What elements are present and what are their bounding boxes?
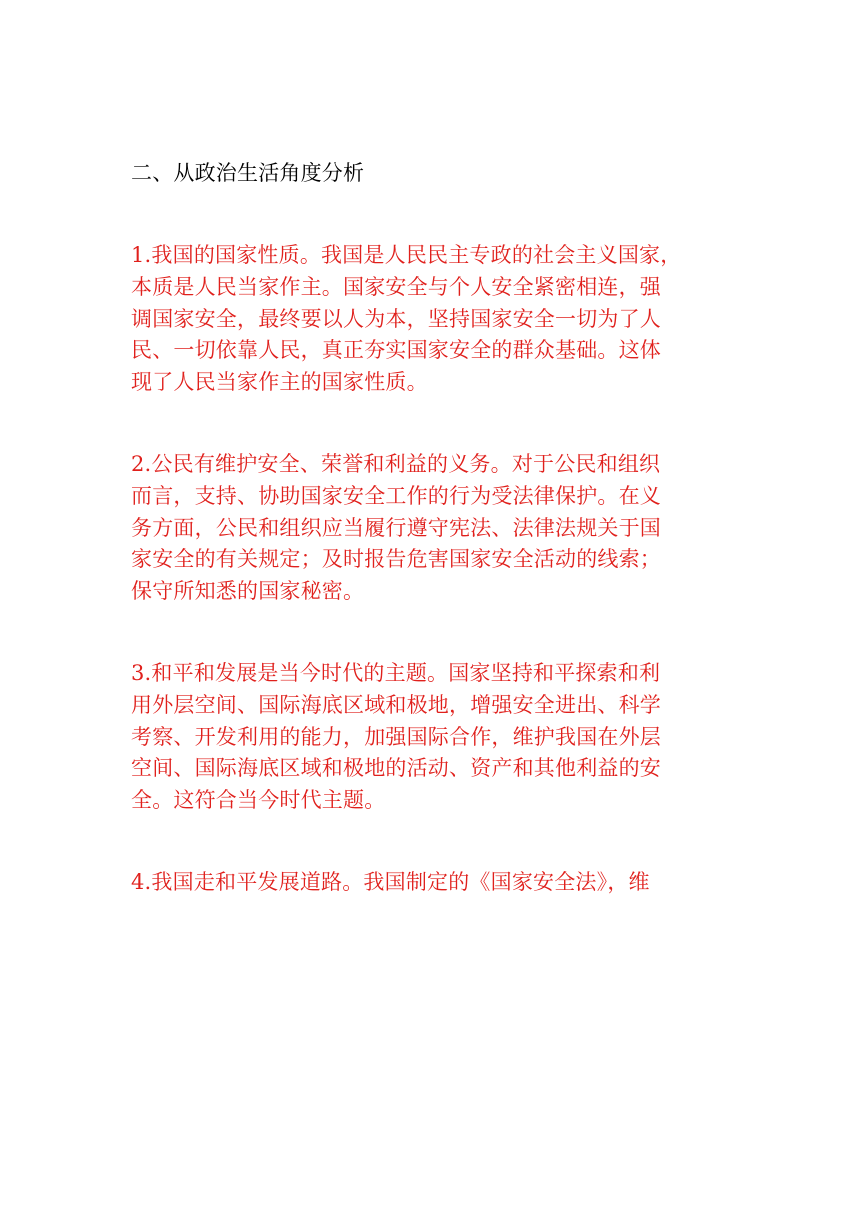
paragraph-1 xyxy=(131,240,731,399)
paragraph-line: 保守所知悉的国家秘密。 xyxy=(131,579,365,604)
document-page xyxy=(131,158,731,949)
paragraph-line: 4.我国走和平发展道路。我国制定的《国家安全法》，维 xyxy=(131,869,650,894)
paragraph-line: 3.和平和发展是当今时代的主题。国家坚持和平探索和利 xyxy=(131,660,661,685)
paragraph-line: 家安全的有关规定；及时报告危害国家安全活动的线索； xyxy=(131,547,661,572)
paragraph-4 xyxy=(131,867,731,899)
paragraph-2 xyxy=(131,449,731,608)
section-heading: 二、从政治生活角度分析 xyxy=(131,161,365,185)
paragraph-line: 考察、开发利用的能力，加强国际合作，维护我国在外层 xyxy=(131,724,661,749)
paragraph-line: 1.我国的国家性质。我国是人民民主专政的社会主义国家， xyxy=(131,243,682,267)
paragraph-line: 2.公民有维护安全、荣誉和利益的义务。对于公民和组织 xyxy=(131,451,661,476)
paragraph-line: 全。这符合当今时代主题。 xyxy=(131,788,386,813)
paragraph-line: 空间、国际海底区域和极地的活动、资产和其他利益的安 xyxy=(131,756,661,781)
paragraph-line: 现了人民当家作主的国家性质。 xyxy=(131,370,428,395)
paragraph-line: 民、一切依靠人民，真正夯实国家安全的群众基础。这体 xyxy=(131,338,661,363)
paragraph-3 xyxy=(131,658,731,817)
paragraph-line: 而言，支持、协助国家安全工作的行为受法律保护。在义 xyxy=(131,483,661,508)
paragraph-line: 务方面，公民和组织应当履行遵守宪法、法律法规关于国 xyxy=(131,515,661,540)
paragraph-line: 调国家安全，最终要以人为本，坚持国家安全一切为了人 xyxy=(131,306,661,331)
paragraph-line: 用外层空间、国际海底区域和极地，增强安全进出、科学 xyxy=(131,692,661,717)
paragraph-line: 本质是人民当家作主。国家安全与个人安全紧密相连，强 xyxy=(131,274,661,299)
